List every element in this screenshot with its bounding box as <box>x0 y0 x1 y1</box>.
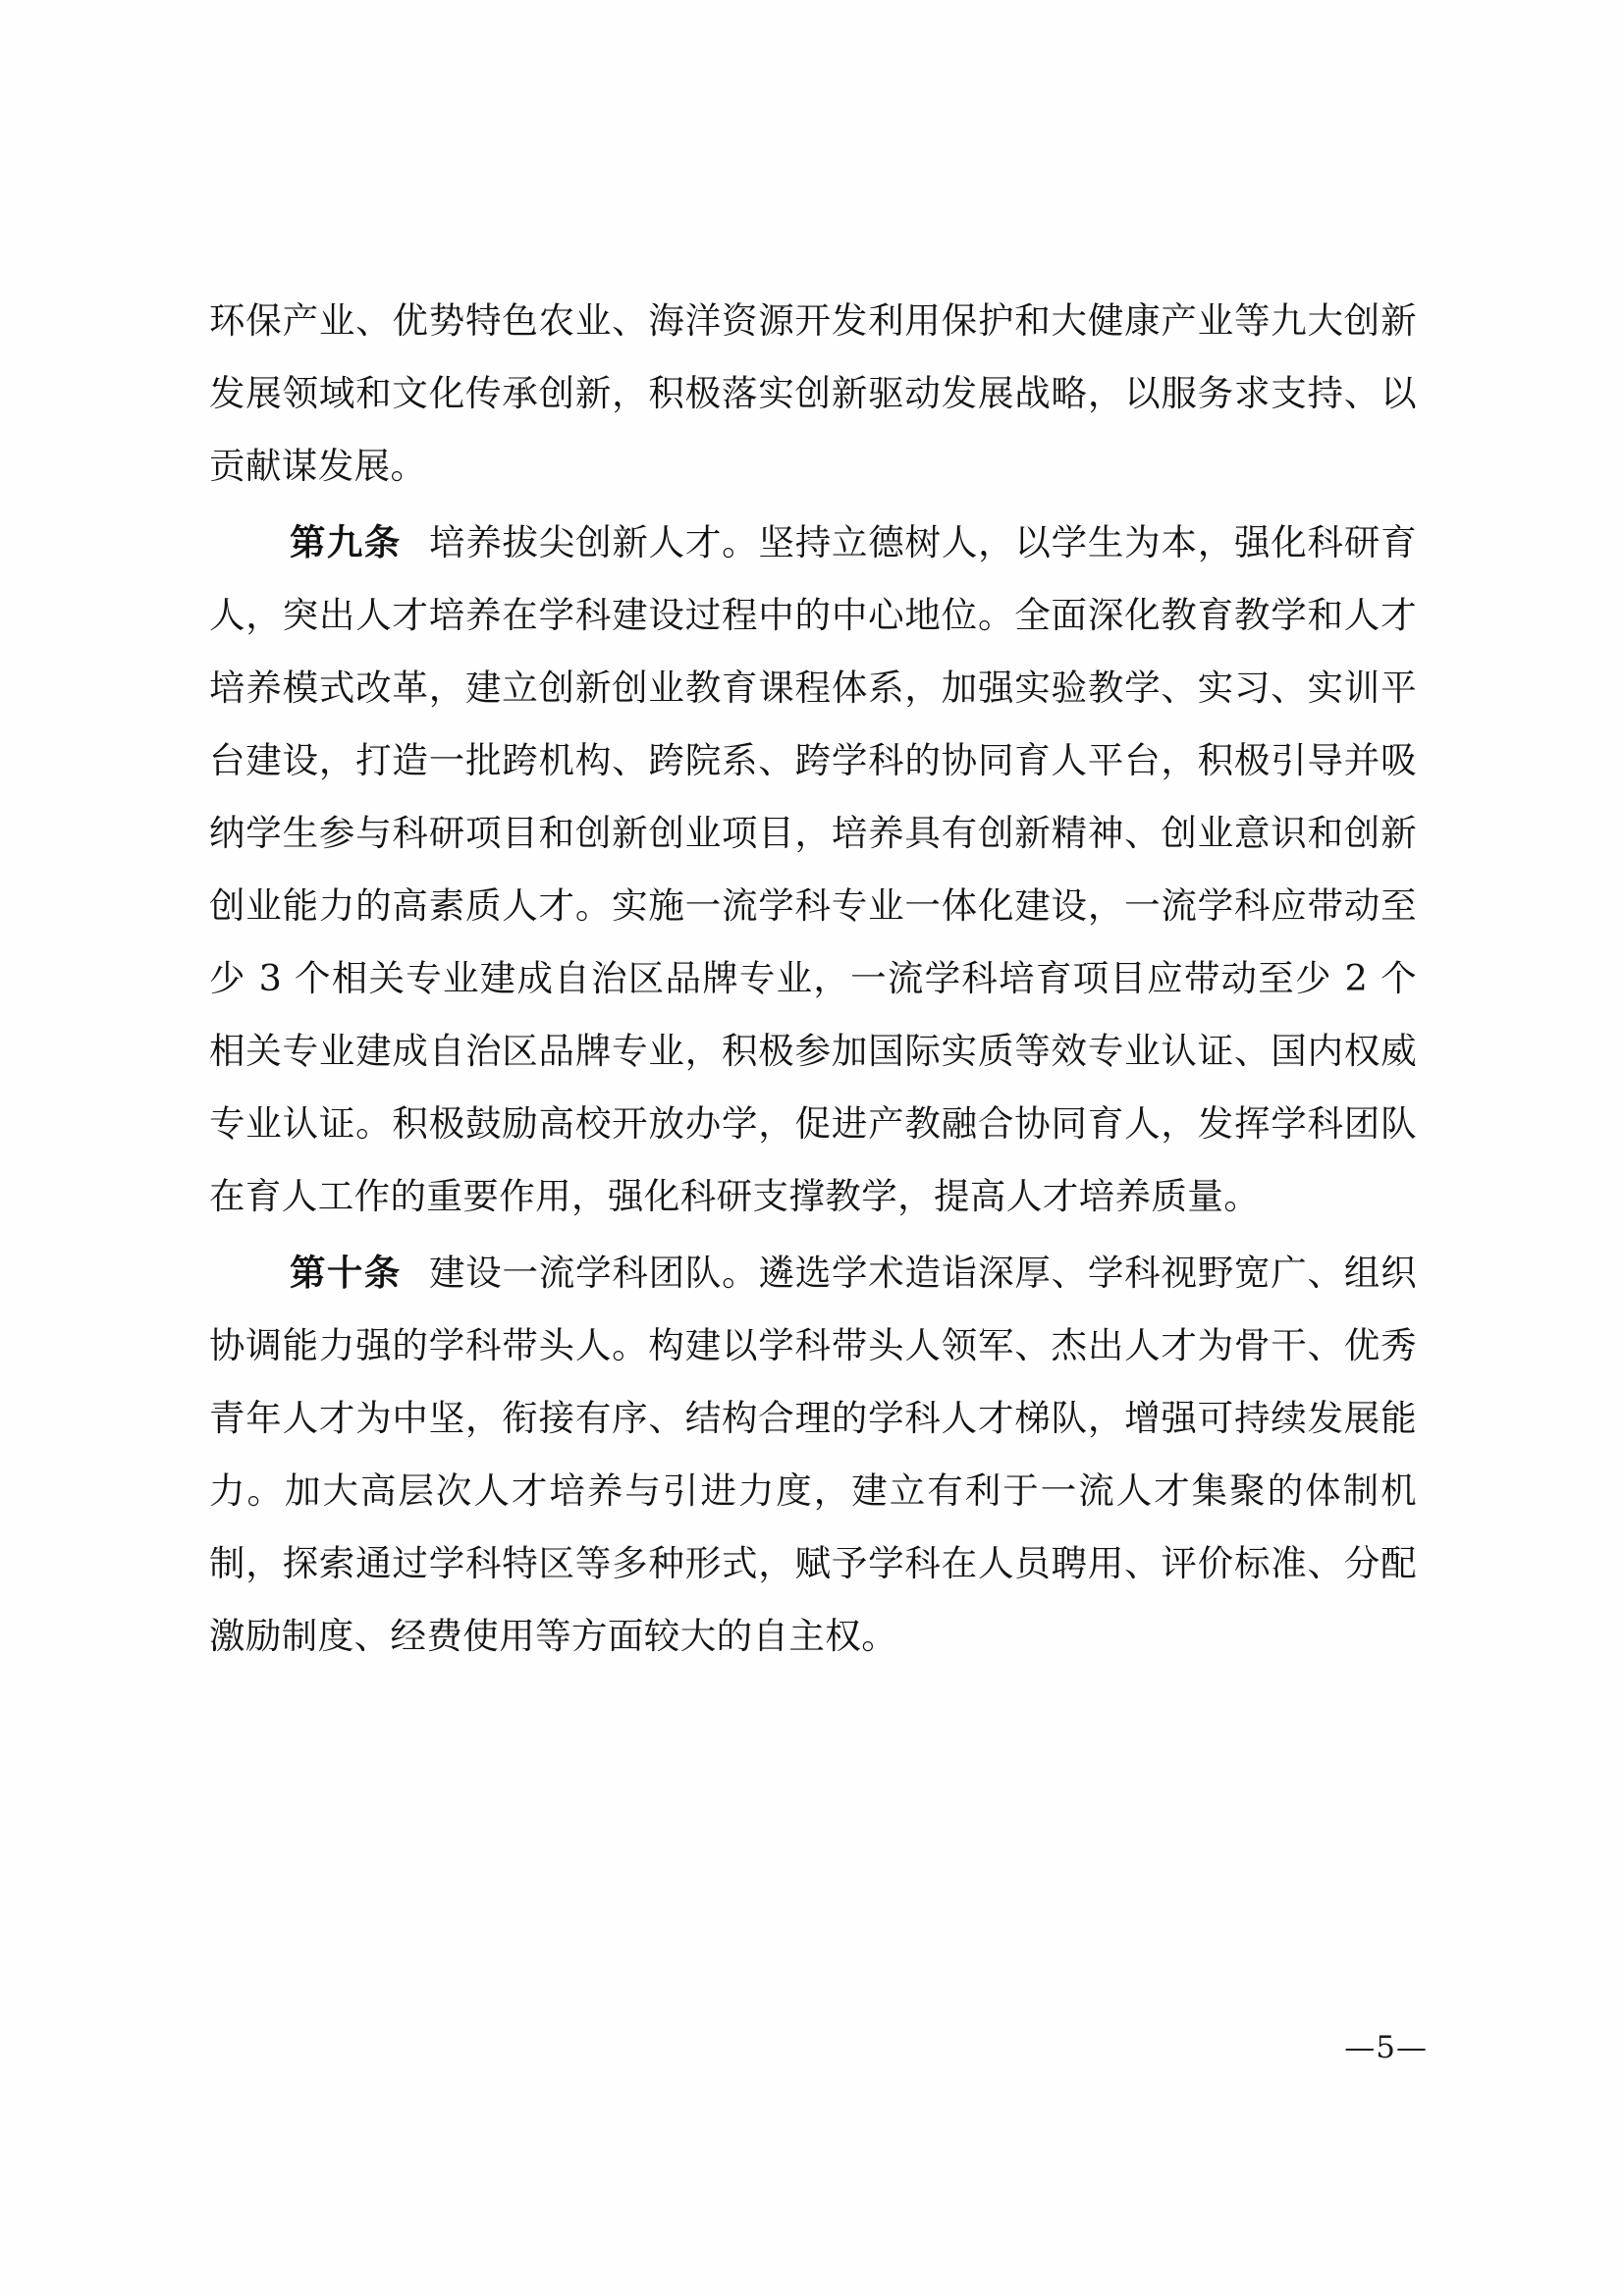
document-body <box>209 285 1417 1677</box>
paragraph-text: 培养拔尖创新人才。坚持立德树人，以学生为本，强化科研育人，突出人才培养在学科建设过程中的中心地位。全面深化教育教学和人才培养模式改革，建立创新创业教育课程体系，加强实验教学、实习、实训平台建设，打造一批跨机构、跨院系、跨学科的协同育人平台，积极引导并吸纳学生参与科研项目和创新创业项目，培养具有创新精神、创业意识和创新创业能力的高素质人才。实施一流学科专业一体化建设，一流学科应带动至少 3 个相关专业建成自治区品牌专业，一流学科培育项目应带动至少 2 个相关专业建成自治区品牌专业，积极参加国际实质等效专业认证、国内权威专业认证。积极鼓励高校开放办学，促进产教融合协同育人，发挥学科团队在育人工作的重要作用，强化科研支撑教学，提高人才培养质量。 <box>209 521 1417 1217</box>
article-label-ten: 第十条 <box>290 1252 402 1294</box>
paragraph-text: 环保产业、优势特色农业、海洋资源开发利用保护和大健康产业等九大创新发展领域和文化传承创新，积极落实创新驱动发展战略，以服务求支持、以贡献谋发展。 <box>209 299 1417 487</box>
article-label-nine: 第九条 <box>290 521 402 563</box>
page-number: —5— <box>1344 2030 1428 2065</box>
paragraph-continued <box>209 285 1417 503</box>
paragraph-article-ten <box>209 1237 1417 1673</box>
paragraph-article-nine <box>209 507 1417 1233</box>
paragraph-text: 建设一流学科团队。遴选学术造诣深厚、学科视野宽广、组织协调能力强的学科带头人。构建以学科带头人领军、杰出人才为骨干、优秀青年人才为中坚，衔接有序、结构合理的学科人才梯队，增强可持续发展能力。加大高层次人才培养与引进力度，建立有利于一流人才集聚的体制机制，探索通过学科特区等多种形式，赋予学科在人员聘用、评价标准、分配激励制度、经费使用等方面较大的自主权。 <box>209 1252 1417 1657</box>
